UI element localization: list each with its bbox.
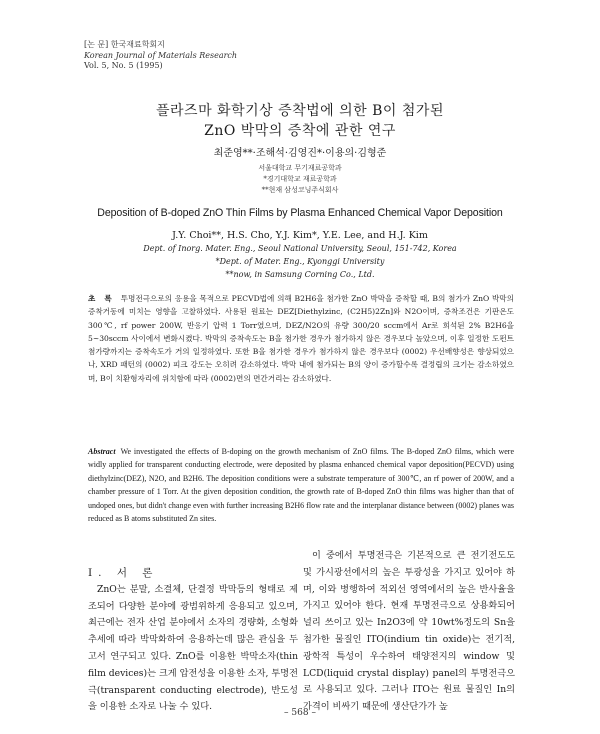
authors-korean: 최준영**·조해석·김영진*·이용의·김형준 xyxy=(213,148,387,159)
abstract-korean xyxy=(88,292,514,385)
title-korean-line-1: 플라즈마 화학기상 증착법에 의한 B이 첨가된 xyxy=(156,103,444,119)
abstract-korean-text: 투명전극으로의 응용을 목적으로 PECVD법에 의해 B2H6을 첨가한 ZnO 박막을 증착할 때, B의 첨가가 ZnO 박막의 증착거동에 미치는 영향을 고찰하였다. 사용된 원료는 DEZ[Diethylzinc, (C2H5)2Zn]와 N2O이며, 증착조건은 기판온도 300℃, rf power 200W, 반응기 압력 1 Torr였으며, DEZ/N2O의 유량 300/20 sccm에서 Ar로 희석된 2% B2H6을 5~30sccm 사이에서 변화시켰다. 박막의 증착속도는 B을 첨가한 경우가 첨가하지 않은 경우보다 높았으며, 이후 일정한 도펀트 첨가량까지는 증착속도가 거의 일정하였다. 또한 B을 첨가한 경우가 첨가하지 않은 경우보다 (0002) 우선배향성은 향상되었으나, XRD 패턴의 (0002) 피크 강도는 오히려 감소하였다. 박막 내에 첨가되는 B의 양이 증가할수록 결정립의 크기는 감소하였으며, B이 치환형자리에 위치함에 따라 (0002)면의 면간거리는 감소하였다. xyxy=(88,294,514,383)
body-column-left xyxy=(88,565,298,716)
page-number: – 568 – xyxy=(284,708,316,718)
affiliation-english-3: **now, in Samsung Corning Co., Ltd. xyxy=(225,270,375,279)
abstract-english-label: Abstract xyxy=(88,447,116,456)
journal-header xyxy=(84,40,237,72)
title-english: Deposition of B-doped ZnO Thin Films by Plasma Enhanced Chemical Vapor Deposition xyxy=(97,207,503,219)
journal-volume: Vol. 5, No. 5 (1995) xyxy=(84,61,163,70)
journal-korean-name: [논 문] 한국재료학회지 xyxy=(84,40,165,49)
abstract-english xyxy=(88,445,514,525)
body-column-right xyxy=(303,548,515,716)
abstract-english-text: We investigated the effects of B-doping on the growth mechanism of ZnO films. The B-doped ZnO films, which were widly applied for transparent conducting electrode, were deposited by plasma enhanced chemical vapor deposition(PECVD) using diethylzinc(DEZ), N2O, and B2H6. The deposition conditions were a substrate temperature of 300℃, an rf power of 200W, and a chamber pressure of 1 Torr. At the given deposition condition, the growth rate of B-doped ZnO thin films was higher than that of undoped ones, but didn't change even with further increasing B2H6 flow rate and the interplanar distance between (0002) planes was reduced as B atoms substituted Zn sites. xyxy=(88,447,514,524)
abstract-korean-label: 초 록 xyxy=(88,294,115,303)
affiliation-english-1: Dept. of Inorg. Mater. Eng., Seoul National University, Seoul, 151-742, Korea xyxy=(143,244,457,253)
affiliation-korean-3: **현재 삼성코닝주식회사 xyxy=(261,186,339,194)
affiliation-korean-2: *경기대학교 재료공학과 xyxy=(263,175,337,183)
section-heading-introduction: I. 서 론 xyxy=(88,567,159,579)
title-korean-line-2: ZnO 박막의 증착에 관한 연구 xyxy=(204,123,396,139)
body-paragraph-right: 이 중에서 투명전극은 기본적으로 큰 전기전도도 및 가시광선에서의 높은 투광성을 가지고 있어야 하며, 이와 병행하여 적외선 영역에서의 높은 반사율을 가지고 있어야 한다. 현재 투명전극으로 상용화되어 널리 쓰이고 있는 In2O3에 약 10wt%정도의 Sn을 첨가한 물질인 ITO(indium tin oxide)는 전기적, 광학적 특성이 우수하여 태양전지의 window 및 LCD(liquid crystal display) panel의 투명전극으로 사용되고 있다. 그러나 ITO는 원료 물질인 In의 가격이 비싸기 때문에 생산단가가 높 xyxy=(303,550,515,713)
journal-english-name: Korean Journal of Materials Research xyxy=(84,50,238,60)
authors-english: J.Y. Choi**, H.S. Cho, Y.J. Kim*, Y.E. Lee, and H.J. Kim xyxy=(172,230,428,241)
affiliation-english-2: *Dept. of Mater. Eng., Kyonggi University xyxy=(215,257,385,266)
body-paragraph-left: ZnO는 분말, 소결체, 단결정 박막등의 형태로 제조되어 다양한 분야에 광범위하게 응용되고 있으며, 최근에는 전자 산업 분야에서 소자의 경량화, 소형화 추세에 따라 박막화하여 응용하는데 많은 관심을 두고서 연구되고 있다. ZnO를 이용한 박막소자(thin film devices)는 크게 압전성을 이용한 소자, 투명전극(transparent conducting electrode), 반도성을 이용한 소자로 나눌 수 있다. xyxy=(88,583,298,713)
affiliation-korean-1: 서울대학교 무기재료공학과 xyxy=(258,164,342,172)
